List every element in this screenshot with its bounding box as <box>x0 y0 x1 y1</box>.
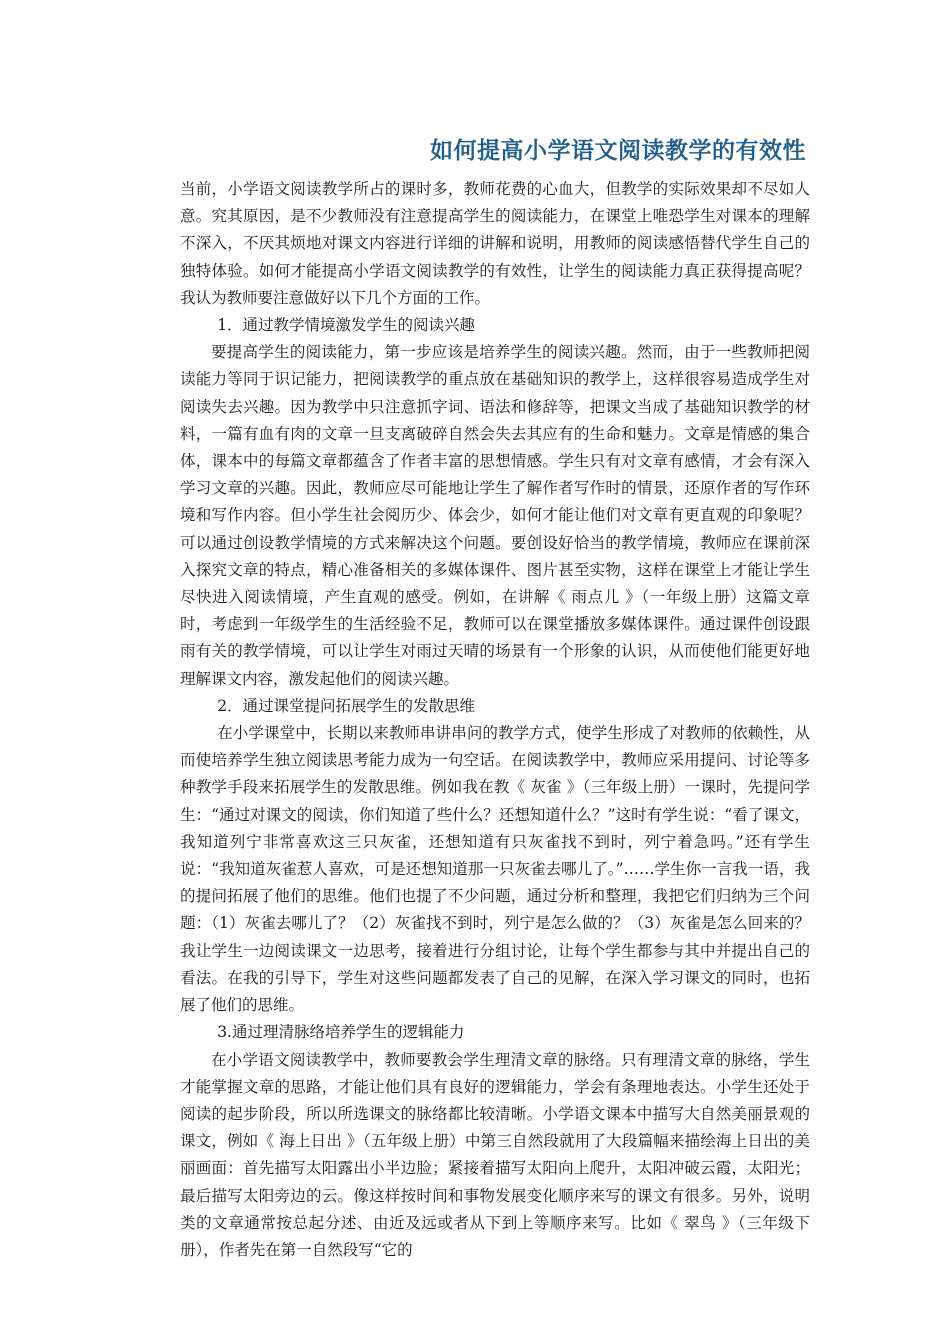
section-heading-3: 3.通过理清脉络培养学生的逻辑能力 <box>217 1023 465 1042</box>
section-1-paragraph: 要提高学生的阅读能力，第一步应该是培养学生的阅读兴趣。然而，由于一些教师把阅读能力等同于识记能力，把阅读教学的重点放在基础知识的教学上，这样很容易造成学生对阅读失去兴趣。因为教学中只注意抓字词、语法和修辞等，把课文当成了基础知识教学的材料，一篇有血有肉的文章一旦支离破碎自然会失去其应有的生命和魅力。文章是情感的集合体，课本中的每篇文章都蕴含了作者丰富的思想情感。学生只有对文章有感情，才会有深入学习文章的兴趣。因此，教师应尽可能地让学生了解作者写作时的情景，还原作者的写作环境和写作内容。但小学生社会阅历少、体会少，如何才能让他们对文章有更直观的印象呢？可以通过创设教学情境的方式来解决这个问题。要创设好恰当的教学情境，教师应在课前深入探究文章的特点，精心准备相关的多媒体课件、图片甚至实物，这样在课堂上才能让学生尽快进入阅读情境，产生直观的感受。例如，在讲解《 雨点儿 》（一年级上册）这篇文章时，考虑到一年级学生的生活经验不足，教师可以在课堂播放多媒体课件。通过课件创设跟雨有关的教学情境，可以让学生对雨过天晴的场景有一个形象的认识，从而使他们能更好地理解课文内容，激发起他们的阅读兴趣。 <box>180 343 810 688</box>
document-body <box>180 176 810 1264</box>
section-heading-2: 2．通过课堂提问拓展学生的发散思维 <box>217 696 476 715</box>
section-heading-1: 1．通过教学情境激发学生的阅读兴趣 <box>217 316 476 335</box>
intro-paragraph: 当前，小学语文阅读教学所占的课时多，教师花费的心血大，但教学的实际效果却不尽如人意。究其原因，是不少教师没有注意提高学生的阅读能力，在课堂上唯恐学生对课本的理解不深入，不厌其烦地对课文内容进行详细的讲解和说明，用教师的阅读感悟替代学生自己的独特体验。如何才能提高小学语文阅读教学的有效性，让学生的阅读能力真正获得提高呢？我认为教师要注意做好以下几个方面的工作。 <box>180 180 810 307</box>
section-2-paragraph: 在小学课堂中，长期以来教师串讲串问的教学方式，使学生形成了对教师的依赖性，从而使培养学生独立阅读思考能力成为一句空话。在阅读教学中，教师应采用提问、讨论等多种教学手段来拓展学生的发散思维。例如我在教《 灰雀 》（三年级上册）一课时，先提问学生：“通过对课文的阅读，你们知道了些什么？还想知道什么？”这时有学生说：“看了课文，我知道列宁非常喜欢这三只灰雀，还想知道有只灰雀找不到时，列宁着急吗。”还有学生说：“我知道灰雀惹人喜欢，可是还想知道那一只灰雀去哪儿了。”……学生你一言我一语，我的提问拓展了他们的思维。他们也提了不少问题，通过分析和整理，我把它们归纳为三个问题：（1）灰雀去哪儿了？（2）灰雀找不到时，列宁是怎么做的？（3）灰雀是怎么回来的？我让学生一边阅读课文一边思考，接着进行分组讨论，让每个学生都参与其中并提出自己的看法。在我的引导下，学生对这些问题都发表了自己的见解，在深入学习课文的同时，也拓展了他们的思维。 <box>180 724 810 1015</box>
section-3-paragraph: 在小学语文阅读教学中，教师要教会学生理清文章的脉络。只有理清文章的脉络，学生才能掌握文章的思路，才能让他们具有良好的逻辑能力，学会有条理地表达。小学生还处于阅读的起步阶段，所以所选课文的脉络都比较清晰。小学语文课本中描写大自然美丽景观的课文，例如《 海上日出 》（五年级上册）中第三自然段就用了大段篇幅来描绘海上日出的美丽画面：首先描写太阳露出小半边脸；紧接着描写太阳向上爬升，太阳冲破云霞，太阳光；最后描写太阳旁边的云。像这样按时间和事物发展变化顺序来写的课文有很多。另外，说明类的文章通常按总起分述、由近及远或者从下到上等顺序来写。比如《 翠鸟 》（三年级下册），作者先在第一自然段写“它的 <box>180 1050 810 1259</box>
document-title: 如何提高小学语文阅读教学的有效性 <box>430 138 806 164</box>
